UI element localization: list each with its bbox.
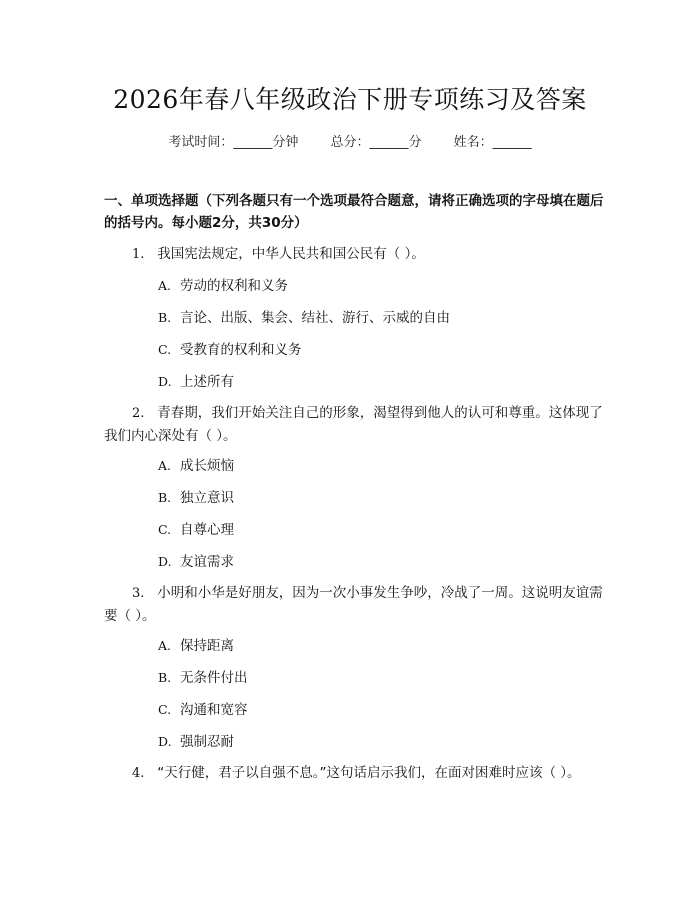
- option-item: [158, 489, 234, 507]
- option-text: 无条件付出: [180, 670, 248, 686]
- option-item: [158, 521, 234, 539]
- page-title: 2026年春八年级政治下册专项练习及答案: [113, 85, 587, 114]
- question-number: 3.: [132, 586, 145, 601]
- option-item: [158, 277, 288, 295]
- exam-time-field: 考试时间：______分钟: [168, 135, 299, 150]
- option-item: [158, 553, 234, 571]
- option-letter: C.: [158, 702, 172, 717]
- student-name-field: 姓名：______: [453, 135, 532, 150]
- option-item: [158, 457, 234, 475]
- option-item: [158, 701, 248, 719]
- option-text: 言论、出版、集会、结社、游行、示威的自由: [180, 310, 450, 326]
- option-text: 受教育的权利和义务: [180, 342, 302, 358]
- option-text: 劳动的权利和义务: [180, 278, 288, 294]
- question-1: [104, 243, 604, 266]
- option-letter: B.: [158, 490, 172, 505]
- question-text: 我国宪法规定，中华人民共和国公民有（ ）。: [157, 246, 425, 262]
- question-number: 2.: [132, 406, 145, 421]
- option-item: [158, 733, 234, 751]
- option-text: 强制忍耐: [180, 734, 234, 750]
- option-text: 上述所有: [180, 374, 234, 390]
- option-letter: C.: [158, 342, 172, 357]
- section-heading: 一、单项选择题（下列各题只有一个选项最符合题意，请将正确选项的字母填在题后的括号内。每小题2分，共30分）: [104, 193, 604, 231]
- question-text: 小明和小华是好朋友，因为一次小事发生争吵，冷战了一周。这说明友谊需要（ ）。: [104, 585, 603, 624]
- question-4: [104, 762, 604, 785]
- option-text: 自尊心理: [180, 522, 234, 538]
- option-text: 成长烦恼: [180, 458, 234, 474]
- exam-meta: [0, 131, 700, 150]
- option-text: 友谊需求: [180, 554, 234, 570]
- option-item: [158, 373, 234, 391]
- question-2: [104, 402, 604, 447]
- option-letter: B.: [158, 310, 172, 325]
- option-letter: C.: [158, 522, 172, 537]
- option-item: [158, 309, 450, 327]
- option-letter: A.: [158, 638, 172, 653]
- option-letter: D.: [158, 554, 172, 569]
- option-text: 沟通和宽容: [180, 702, 248, 718]
- option-item: [158, 637, 234, 655]
- option-letter: A.: [158, 278, 172, 293]
- option-letter: D.: [158, 734, 172, 749]
- option-text: 独立意识: [180, 490, 234, 506]
- question-text: 青春期，我们开始关注自己的形象，渴望得到他人的认可和尊重。这体现了我们内心深处有（ ）。: [104, 405, 603, 444]
- option-letter: B.: [158, 670, 172, 685]
- option-item: [158, 669, 248, 687]
- question-3: [104, 582, 604, 627]
- question-text: “天行健，君子以自强不息。”这句话启示我们，在面对困难时应该（ ）。: [157, 765, 581, 781]
- question-number: 4.: [132, 766, 145, 781]
- option-letter: D.: [158, 374, 172, 389]
- total-score-field: 总分：______分: [330, 135, 422, 150]
- option-letter: A.: [158, 458, 172, 473]
- question-number: 1.: [132, 247, 145, 262]
- option-item: [158, 341, 302, 359]
- option-text: 保持距离: [180, 638, 234, 654]
